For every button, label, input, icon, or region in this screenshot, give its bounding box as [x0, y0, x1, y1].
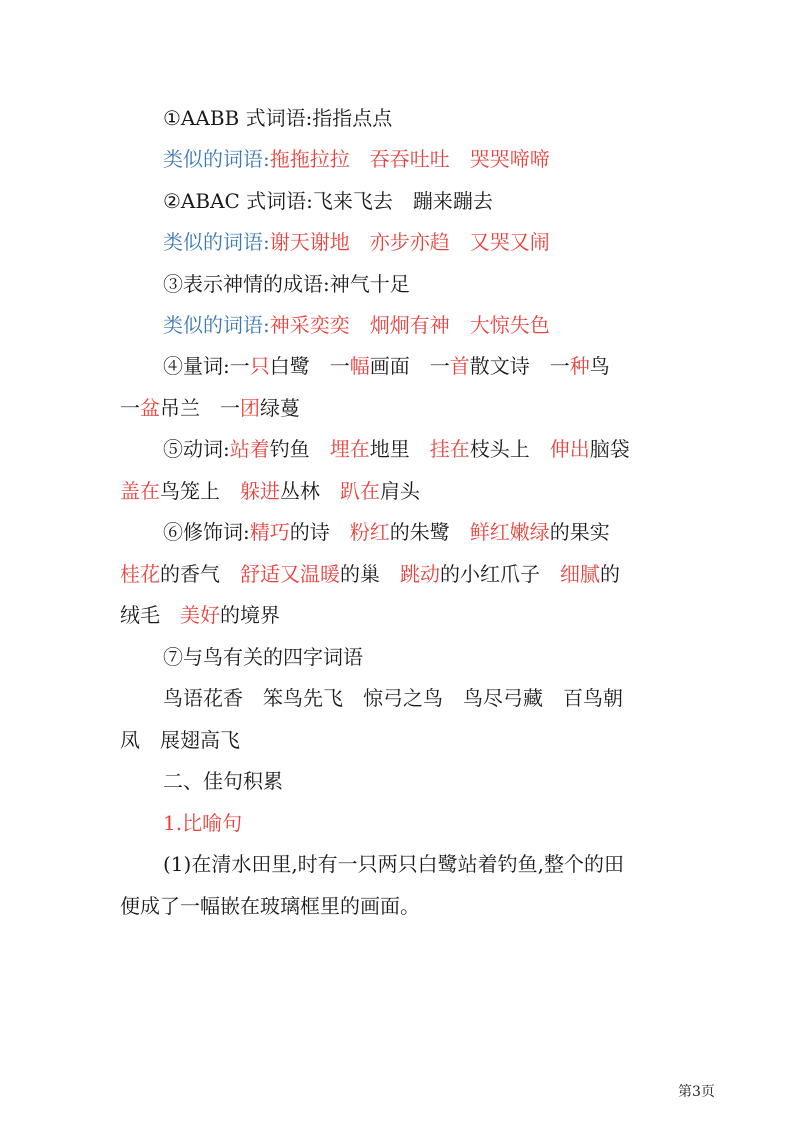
modifiers-line-2: 桂花的香气 舒适又温暖的巢 跳动的小红爪子 细腻的 — [120, 562, 620, 586]
abac-similar-words: 类似的词语:谢天谢地 亦步亦趋 又哭又闹 — [163, 230, 550, 254]
aabb-heading: ①AABB 式词语:指指点点 — [163, 106, 393, 130]
sentence-line-1: (1)在清水田里,时有一只两只白鹭站着钓鱼,整个的田 — [163, 852, 625, 876]
measure-words-line-1: ④量词:一只白鹭 一幅画面 一首散文诗 一种鸟 — [163, 354, 610, 378]
abac-heading: ②ABAC 式词语:飞来飞去 蹦来蹦去 — [163, 189, 493, 213]
verbs-line-2: 盖在鸟笼上 躲进丛林 趴在肩头 — [120, 479, 420, 503]
verbs-line-1: ⑤动词:站着钓鱼 埋在地里 挂在枝头上 伸出脑袋 — [163, 437, 630, 461]
section-heading: 二、佳句积累 — [163, 769, 283, 793]
bird-idioms-line-2: 凤 展翅高飞 — [120, 728, 240, 752]
measure-words-line-2: 一盆吊兰 一团绿蔓 — [120, 396, 300, 420]
idiom-heading: ③表示神情的成语:神气十足 — [163, 272, 410, 296]
modifiers-line-3: 绒毛 美好的境界 — [120, 603, 280, 627]
bird-idioms-line-1: 鸟语花香 笨鸟先飞 惊弓之鸟 鸟尽弓藏 百鸟朝 — [163, 686, 623, 710]
modifiers-line-1: ⑥修饰词:精巧的诗 粉红的朱鹭 鲜红嫩绿的果实 — [163, 520, 610, 544]
sentence-line-2: 便成了一幅嵌在玻璃框里的画面。 — [120, 894, 420, 918]
aabb-similar-words: 类似的词语:拖拖拉拉 吞吞吐吐 哭哭啼啼 — [163, 147, 550, 171]
subsection-heading: 1.比喻句 — [163, 811, 243, 835]
bird-idioms-heading: ⑦与鸟有关的四字词语 — [163, 645, 363, 669]
page-number: 第3页 — [678, 1084, 715, 1100]
idiom-similar-words: 类似的词语:神采奕奕 炯炯有神 大惊失色 — [163, 313, 550, 337]
